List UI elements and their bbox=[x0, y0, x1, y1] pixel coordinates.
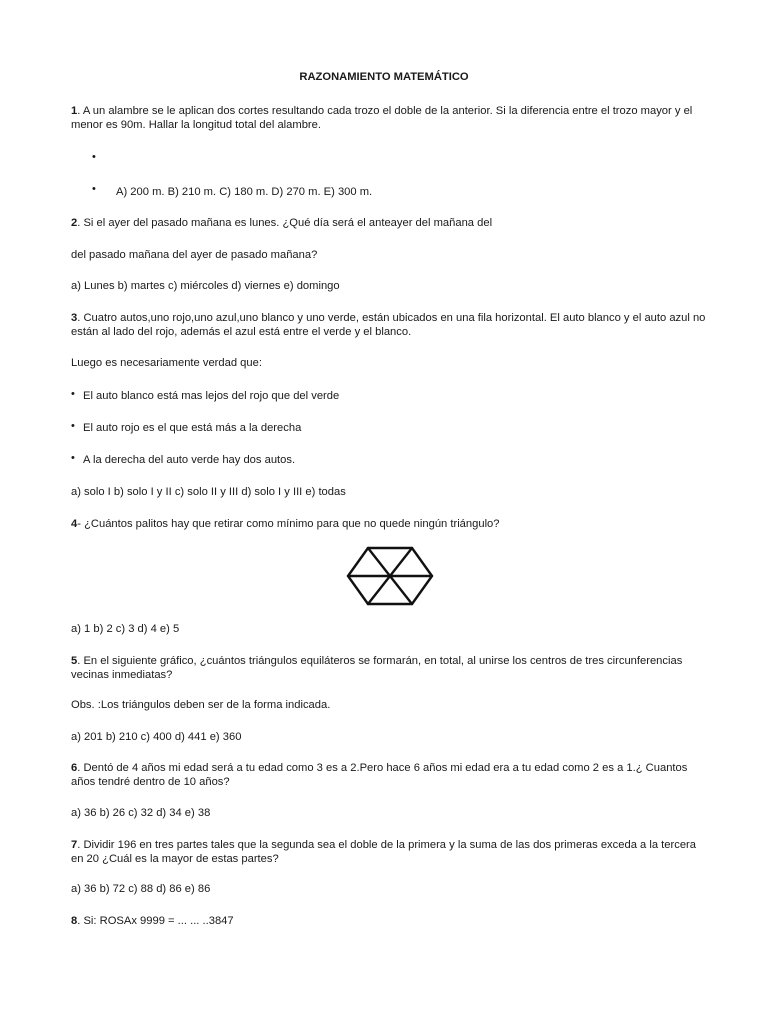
question-8 bbox=[71, 914, 708, 928]
question-number: 1 bbox=[71, 105, 78, 117]
question-5 bbox=[71, 654, 708, 682]
question-3-lead: Luego es necesariamente verdad que: bbox=[71, 357, 262, 369]
question-5-options: a) 201 b) 210 c) 400 d) 441 e) 360 bbox=[71, 731, 242, 743]
question-5-obs: Obs. :Los triángulos deben ser de la forma indicada. bbox=[71, 699, 331, 711]
question-3 bbox=[71, 311, 708, 339]
bullet-icon: • bbox=[71, 452, 75, 464]
page-title: RAZONAMIENTO MATEMÁTICO bbox=[299, 71, 469, 83]
question-3-item: El auto blanco está mas lejos del rojo que del verde bbox=[83, 390, 340, 402]
question-3-options: a) solo I b) solo I y II c) solo II y III d) solo I y III e) todas bbox=[71, 486, 346, 498]
question-7-options: a) 36 b) 72 c) 88 d) 86 e) 86 bbox=[71, 883, 211, 895]
question-2 bbox=[71, 216, 708, 230]
question-number: 7 bbox=[71, 839, 78, 851]
question-text: . En el siguiente gráfico, ¿cuántos triángulos equiláteros se formarán, en total, al unirse los centros de tres circunferencias vecinas inmediatas? bbox=[71, 655, 683, 681]
question-2-options: a) Lunes b) martes c) miércoles d) viernes e) domingo bbox=[71, 280, 340, 292]
question-number: 3 bbox=[71, 312, 78, 324]
question-number: 6 bbox=[71, 762, 78, 774]
bullet-icon: • bbox=[92, 183, 96, 195]
bullet-icon: • bbox=[92, 151, 96, 163]
question-1-options: A) 200 m. B) 210 m. C) 180 m. D) 270 m. E) 300 m. bbox=[116, 186, 373, 198]
question-number: 8 bbox=[71, 915, 78, 927]
bullet-icon: • bbox=[71, 388, 75, 400]
question-number: 4 bbox=[71, 518, 78, 530]
question-1 bbox=[71, 104, 708, 132]
hexagon-triangles-figure bbox=[344, 545, 436, 607]
question-text: . Cuatro autos,uno rojo,uno azul,uno blanco y uno verde, están ubicados en una fila horizontal. El auto blanco y el auto azul no están al lado del rojo, además el azul está entre el verde y el blanco. bbox=[71, 312, 706, 338]
question-2-line-2: del pasado mañana del ayer de pasado mañana? bbox=[71, 249, 318, 261]
question-number: 2 bbox=[71, 217, 78, 229]
question-6 bbox=[71, 761, 708, 789]
question-4 bbox=[71, 517, 708, 531]
bullet-icon: • bbox=[71, 420, 75, 432]
question-3-item: A la derecha del auto verde hay dos autos. bbox=[83, 454, 296, 466]
question-7 bbox=[71, 838, 708, 866]
question-number: 5 bbox=[71, 655, 78, 667]
question-text: . Dentó de 4 años mi edad será a tu edad como 3 es a 2.Pero hace 6 años mi edad era a tu edad como 2 es a 1.¿ Cuantos años tendré dentro de 10 años? bbox=[71, 762, 688, 788]
question-6-options: a) 36 b) 26 c) 32 d) 34 e) 38 bbox=[71, 807, 211, 819]
question-text: . Si: ROSAx 9999 = ... ... ..3847 bbox=[77, 915, 234, 927]
question-4-options: a) 1 b) 2 c) 3 d) 4 e) 5 bbox=[71, 623, 180, 635]
question-text: . Si el ayer del pasado mañana es lunes. ¿Qué día será el anteayer del mañana del bbox=[77, 217, 493, 229]
question-text: . A un alambre se le aplican dos cortes resultando cada trozo el doble de la anterior. Si la diferencia entre el trozo mayor y el menor es 90m. Hallar la longitud total del alambre. bbox=[71, 105, 693, 131]
question-3-item: El auto rojo es el que está más a la derecha bbox=[83, 422, 302, 434]
question-text: . Dividir 196 en tres partes tales que la segunda sea el doble de la primera y la suma de las dos primeras exceda a la tercera en 20 ¿Cuál es la mayor de estas partes? bbox=[71, 839, 696, 865]
question-text: - ¿Cuántos palitos hay que retirar como mínimo para que no quede ningún triángulo? bbox=[77, 518, 500, 530]
